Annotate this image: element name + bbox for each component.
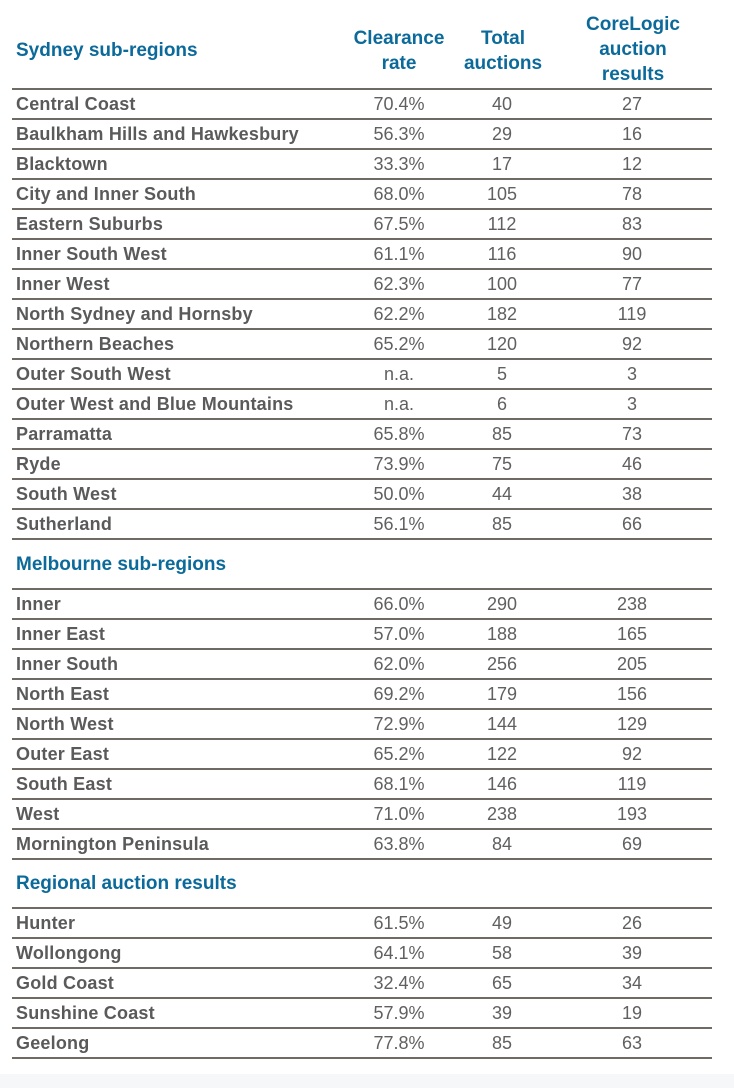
table-row xyxy=(12,388,712,418)
region-name: Parramatta xyxy=(16,424,113,444)
table-row xyxy=(12,418,712,448)
clearance-rate-value: 65.2% xyxy=(373,744,425,764)
corelogic-results-value: 63 xyxy=(621,1033,643,1053)
total-auctions-value: 29 xyxy=(491,124,513,144)
table-row xyxy=(12,1027,712,1059)
corelogic-results-value: 69 xyxy=(621,834,643,854)
table-row xyxy=(12,937,712,967)
clearance-rate-value: 66.0% xyxy=(373,594,425,614)
corelogic-results-value: 66 xyxy=(621,514,643,534)
table-row xyxy=(12,907,712,937)
total-auctions-value: 44 xyxy=(491,484,513,504)
region-name: Geelong xyxy=(16,1033,90,1053)
total-auctions-value: 5 xyxy=(496,364,507,384)
region-name: North Sydney and Hornsby xyxy=(16,304,253,324)
region-name: Sunshine Coast xyxy=(16,1003,155,1023)
corelogic-results-value: 193 xyxy=(616,804,648,824)
total-auctions-value: 122 xyxy=(486,744,518,764)
clearance-rate-value: 32.4% xyxy=(373,973,425,993)
clearance-rate-value: 62.3% xyxy=(373,274,425,294)
region-name: Gold Coast xyxy=(16,973,115,993)
region-name: Hunter xyxy=(16,913,76,933)
region-name: Inner South West xyxy=(16,244,167,264)
table-row xyxy=(12,997,712,1027)
corelogic-results-value: 26 xyxy=(621,913,643,933)
total-auctions-value: 256 xyxy=(486,654,518,674)
footer-band xyxy=(0,1074,734,1088)
corelogic-results-value: 3 xyxy=(626,394,637,414)
total-auctions-value: 290 xyxy=(486,594,518,614)
table-row xyxy=(12,478,712,508)
corelogic-results-value: 165 xyxy=(616,624,648,644)
total-auctions-value: 112 xyxy=(487,214,517,234)
table-row xyxy=(12,708,712,738)
clearance-rate-header: Clearance rate xyxy=(353,28,445,74)
table-row xyxy=(12,508,712,540)
clearance-rate-value: 56.1% xyxy=(373,514,425,534)
region-name: Inner West xyxy=(16,274,110,294)
region-name: Northern Beaches xyxy=(16,334,175,354)
total-auctions-value: 85 xyxy=(491,1033,513,1053)
clearance-rate-value: 65.2% xyxy=(373,334,425,354)
region-name: Sutherland xyxy=(16,514,113,534)
table-row xyxy=(12,88,712,118)
clearance-rate-value: n.a. xyxy=(383,364,415,384)
clearance-rate-value: 64.1% xyxy=(373,943,425,963)
total-auctions-value: 146 xyxy=(486,774,518,794)
region-name: Mornington Peninsula xyxy=(16,834,209,854)
corelogic-results-value: 27 xyxy=(621,94,643,114)
clearance-rate-value: 61.5% xyxy=(373,913,425,933)
corelogic-results-value: 156 xyxy=(616,684,648,704)
total-auctions-value: 40 xyxy=(491,94,513,114)
corelogic-results-header: CoreLogic auction results xyxy=(586,14,680,85)
total-auctions-value: 17 xyxy=(491,154,513,174)
clearance-rate-value: 77.8% xyxy=(373,1033,425,1053)
corelogic-results-value: 3 xyxy=(626,364,637,384)
table-row xyxy=(12,358,712,388)
corelogic-results-value: 46 xyxy=(621,454,643,474)
total-auctions-value: 49 xyxy=(491,913,513,933)
clearance-rate-value: 62.2% xyxy=(373,304,425,324)
table-row xyxy=(12,178,712,208)
total-auctions-value: 120 xyxy=(486,334,518,354)
corelogic-results-value: 119 xyxy=(617,774,647,794)
total-auctions-value: 85 xyxy=(491,514,513,534)
region-name: Ryde xyxy=(16,454,61,474)
corelogic-results-value: 78 xyxy=(621,184,643,204)
total-auctions-value: 65 xyxy=(491,973,513,993)
corelogic-results-value: 39 xyxy=(621,943,643,963)
table-row xyxy=(12,588,712,618)
region-name: Blacktown xyxy=(16,154,108,174)
corelogic-results-value: 129 xyxy=(616,714,648,734)
total-auctions-value: 58 xyxy=(491,943,513,963)
corelogic-results-value: 12 xyxy=(621,154,643,174)
clearance-rate-value: 70.4% xyxy=(373,94,425,114)
region-name: City and Inner South xyxy=(16,184,197,204)
corelogic-results-value: 34 xyxy=(621,973,643,993)
sydney-table xyxy=(12,88,712,540)
clearance-rate-value: 33.3% xyxy=(373,154,425,174)
region-name: South East xyxy=(16,774,113,794)
table-row xyxy=(12,648,712,678)
region-name: North West xyxy=(16,714,114,734)
region-name: South West xyxy=(16,484,117,504)
table-row xyxy=(12,328,712,358)
total-auctions-value: 6 xyxy=(496,394,507,414)
clearance-rate-value: 62.0% xyxy=(373,654,425,674)
melbourne-table xyxy=(12,588,712,860)
clearance-rate-value: 68.0% xyxy=(373,184,425,204)
region-name: Eastern Suburbs xyxy=(16,214,164,234)
corelogic-results-value: 238 xyxy=(616,594,648,614)
table-row xyxy=(12,768,712,798)
clearance-rate-value: 50.0% xyxy=(373,484,425,504)
table-row xyxy=(12,208,712,238)
clearance-rate-value: 57.9% xyxy=(373,1003,425,1023)
clearance-rate-value: 67.5% xyxy=(373,214,425,234)
total-auctions-value: 238 xyxy=(486,804,518,824)
corelogic-results-value: 77 xyxy=(621,274,643,294)
corelogic-results-value: 119 xyxy=(617,304,647,324)
regional-section-title: Regional auction results xyxy=(16,873,237,894)
corelogic-results-value: 92 xyxy=(621,334,643,354)
melbourne-section-title: Melbourne sub-regions xyxy=(16,554,227,575)
corelogic-results-value: 83 xyxy=(621,214,643,234)
clearance-rate-value: 57.0% xyxy=(373,624,425,644)
total-auctions-header: Total auctions xyxy=(463,28,543,74)
total-auctions-value: 116 xyxy=(487,244,517,264)
region-name: Inner East xyxy=(16,624,106,644)
total-auctions-value: 100 xyxy=(486,274,518,294)
clearance-rate-value: 61.1% xyxy=(373,244,425,264)
table-row xyxy=(12,678,712,708)
region-name: Baulkham Hills and Hawkesbury xyxy=(16,124,299,144)
table-row xyxy=(12,298,712,328)
sydney-section-title: Sydney sub-regions xyxy=(16,40,198,61)
table-row xyxy=(12,118,712,148)
total-auctions-value: 84 xyxy=(491,834,513,854)
table-row xyxy=(12,448,712,478)
table-row xyxy=(12,618,712,648)
region-name: Inner South xyxy=(16,654,119,674)
clearance-rate-value: 68.1% xyxy=(373,774,425,794)
total-auctions-value: 75 xyxy=(491,454,513,474)
clearance-rate-value: 63.8% xyxy=(373,834,425,854)
total-auctions-value: 85 xyxy=(491,424,513,444)
total-auctions-value: 144 xyxy=(486,714,518,734)
clearance-rate-value: 72.9% xyxy=(373,714,425,734)
clearance-rate-value: 73.9% xyxy=(373,454,425,474)
clearance-rate-value: 71.0% xyxy=(373,804,425,824)
total-auctions-value: 188 xyxy=(486,624,518,644)
corelogic-results-value: 92 xyxy=(621,744,643,764)
clearance-rate-value: 65.8% xyxy=(373,424,425,444)
table-row xyxy=(12,238,712,268)
table-row xyxy=(12,148,712,178)
total-auctions-value: 182 xyxy=(486,304,518,324)
region-name: Outer East xyxy=(16,744,110,764)
table-row xyxy=(12,268,712,298)
region-name: West xyxy=(16,804,60,824)
region-name: Outer West and Blue Mountains xyxy=(16,394,294,414)
regional-table xyxy=(12,907,712,1059)
region-name: Inner xyxy=(16,594,62,614)
table-row xyxy=(12,828,712,860)
corelogic-results-value: 90 xyxy=(621,244,643,264)
table-row xyxy=(12,738,712,768)
region-name: Outer South West xyxy=(16,364,171,384)
corelogic-results-value: 38 xyxy=(621,484,643,504)
corelogic-results-value: 19 xyxy=(621,1003,643,1023)
total-auctions-value: 39 xyxy=(491,1003,513,1023)
region-name: North East xyxy=(16,684,110,704)
clearance-rate-value: n.a. xyxy=(383,394,415,414)
table-row xyxy=(12,798,712,828)
total-auctions-value: 179 xyxy=(486,684,518,704)
region-name: Wollongong xyxy=(16,943,122,963)
total-auctions-value: 105 xyxy=(486,184,518,204)
clearance-rate-value: 56.3% xyxy=(373,124,425,144)
table-row xyxy=(12,967,712,997)
clearance-rate-value: 69.2% xyxy=(373,684,425,704)
corelogic-results-value: 16 xyxy=(621,124,643,144)
corelogic-results-value: 73 xyxy=(621,424,643,444)
region-name: Central Coast xyxy=(16,94,136,114)
corelogic-results-value: 205 xyxy=(616,654,648,674)
